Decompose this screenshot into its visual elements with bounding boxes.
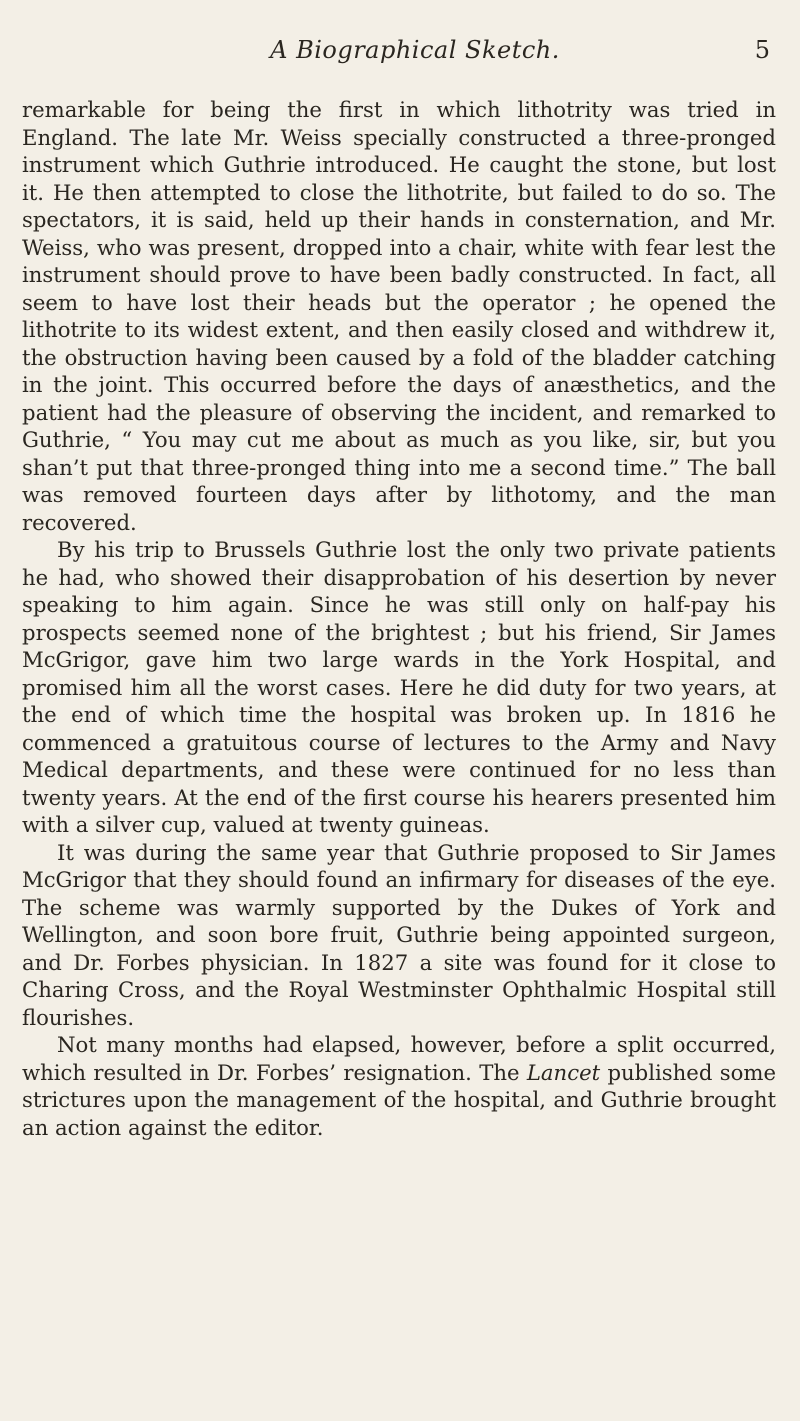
paragraph-2: By his trip to Brussels Guthrie lost the only two private patients he had, who showed their disapprobation of his desertion by never speaking to him again. Since he was still only on half-pay his prospects seemed none of the brightest ; but his friend, Sir James McGrigor, gave him two large wards in the York Hospital, and promised him all the worst cases. Here he did duty for two years, at the end of which time the hospital was broken up. In 1816 he commenced a gratuitous course of lectures to the Army and Navy Medical departments, and these were continued for no less than twenty years. At the end of the first course his hearers presented him with a silver cup, valued at twenty guineas. bbox=[22, 537, 776, 837]
paragraph-4-tail: published some strictures upon the management of the hospital, and Guthrie brought an action against the editor. bbox=[22, 1059, 776, 1140]
paragraph-1: remarkable for being the first in which lithotrity was tried in England. The late Mr. Weiss specially constructed a three-pronged instrument which Guthrie introduced. He caught the stone, but lost it. He then attempted to close the lithotrite, but failed to do so. The spectators, it is said, held up their hands in consternation, and Mr. Weiss, who was present, dropped into a chair, white with fear lest the instrument should prove to have been badly constructed. In fact, all seem to have lost their heads but the operator ; he opened the lithotrite to its widest extent, and then easily closed and withdrew it, the obstruction having been caused by a fold of the bladder catching in the joint. This occurred before the days of anæsthetics, and the patient had the pleasure of observing the incident, and remarked to Guthrie, “ You may cut me about as much as you like, sir, but you shan’t put that three-pronged thing into me a second time.” The ball was removed fourteen days after by lithotomy, and the man recovered. bbox=[22, 97, 776, 535]
lancet-title: Lancet bbox=[526, 1059, 601, 1085]
paragraph-4-lead: Not many months had elapsed, however, before a split occurred, which resulted in Dr. Forbes’ resignation. The bbox=[22, 1032, 776, 1085]
running-title: A Biographical Sketch. bbox=[270, 36, 560, 64]
page-number: 5 bbox=[754, 36, 770, 64]
running-head bbox=[60, 36, 770, 76]
paragraph-3: It was during the same year that Guthrie proposed to Sir James McGrigor that they should found an infirmary for diseases of the eye. The scheme was warmly supported by the Dukes of York and Wellington, and soon bore fruit, Guthrie being appointed surgeon, and Dr. Forbes physician. In 1827 a site was found for it close to Charing Cross, and the Royal Westminster Ophthalmic Hospital still flourishes. bbox=[22, 839, 776, 1030]
paragraph-4 bbox=[22, 1031, 776, 1141]
body-text bbox=[22, 96, 776, 1141]
